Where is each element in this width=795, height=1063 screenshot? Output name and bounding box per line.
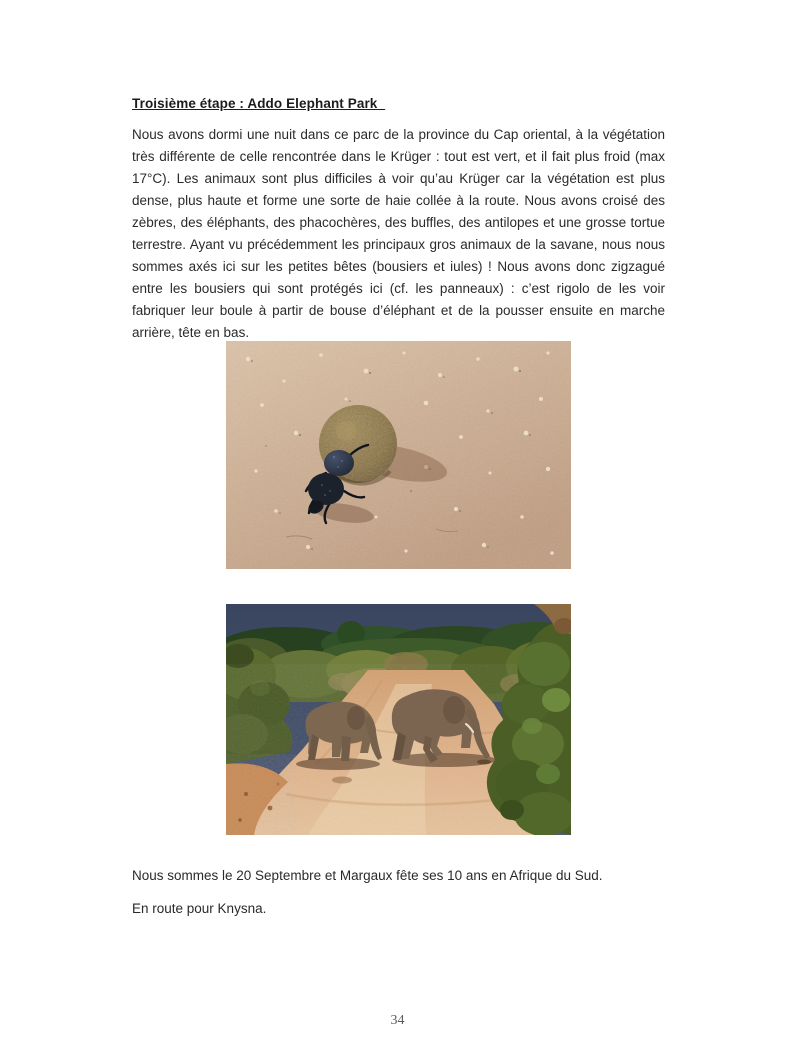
elephants-photo-canvas [226,604,571,835]
elephants-photo [226,604,571,835]
date-line: Nous sommes le 20 Septembre et Margaux fête ses 10 ans en Afrique du Sud. [132,868,603,883]
left-road-shoulder [226,754,296,835]
beetle-thorax [324,450,354,476]
page-footer [0,1011,795,1029]
dung-beetle-photo [226,341,571,569]
dung-beetle-photo-canvas [226,341,571,569]
beetle-abdomen [308,473,344,505]
intro-paragraph: Nous avons dormi une nuit dans ce parc de la province du Cap oriental, à la végétation très différente de celle rencontrée dans le Krüger : tout est vert, et il fait plus froid (max 17°C). Les animaux sont plus difficiles à voir qu’au Krüger car la végétation est plus dense, plus haute et forme une sorte de haie collée à la route. Nous avons croisé des zèbres, des éléphants, des phacochères, des buffles, des antilopes et une grosse tortue terrestre. Ayant vu précédemment les principaux gros animaux de la savane, nous nous sommes axés ici sur les petites bêtes (bousiers et iules) ! Nous avons donc zigzagué entre les bousiers qui sont protégés ici (cf. les panneaux) : c’est rigolo de les voir fabriquer leur boule à partir de bouse d’éléphant et de la pousser ensuite en marche arrière, tête en bas. [132,127,665,340]
section-title: Troisième étape : Addo Elephant Park [132,96,378,111]
route-line: En route pour Knysna. [132,901,267,916]
page-number: 34 [390,1013,405,1028]
